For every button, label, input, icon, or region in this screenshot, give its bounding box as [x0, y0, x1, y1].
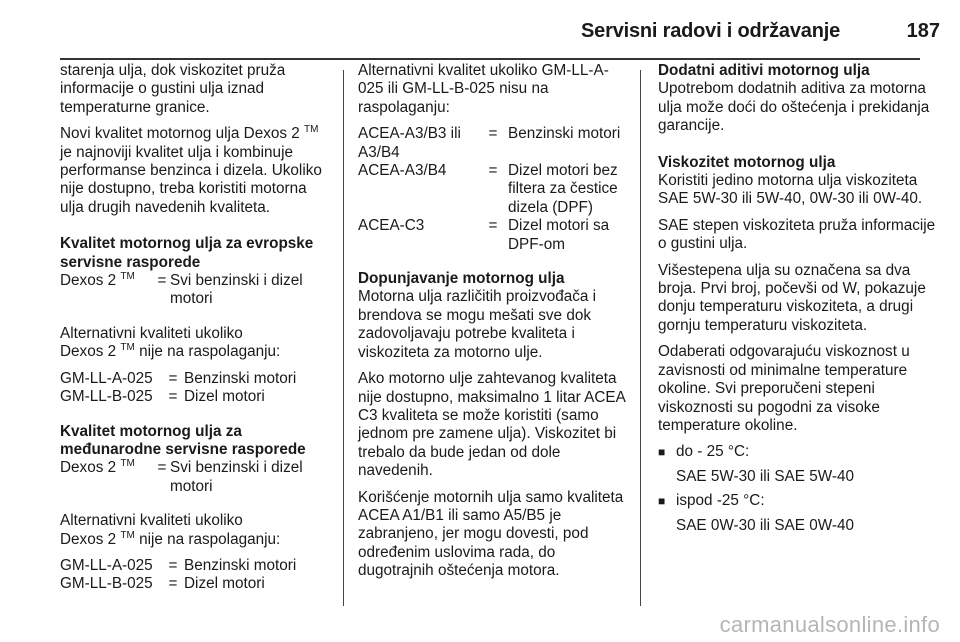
- eu-heading: Kvalitet motornog ulja za evropske servisne rasporede: [60, 235, 314, 271]
- topup-heading: Dopunjavanje motornog ulja: [358, 270, 565, 288]
- topup-text-2: Ako motorno ulje zahtevanog kvaliteta nije dostupno, maksimalno 1 litar ACEA C3 kvaliteta se može koristiti (samo jednom pre zamene ulja). Viskozitet bi trebalo da bude jedan od dole navedenih.: [358, 370, 625, 480]
- alt-spec-table-1: [60, 370, 330, 407]
- column-2: [358, 62, 630, 589]
- new-quality-text: Novi kvalitet motornog ulja Dexos 2 ™ je najnoviji kvalitet ulja i kombinuje performanse benzinca i dizela. Ukoliko nije dostupno, treba koristiti motorna ulja drugih navedenih kvaliteta.: [60, 124, 322, 216]
- table-row: GM-LL-A-025 = Benzinski motori: [60, 369, 297, 387]
- table-row: GM-LL-B-025 = Dizel motori: [60, 575, 265, 593]
- bullet-square-icon: ■: [658, 445, 666, 460]
- multigrade-text: Višestepena ulja su označena sa dva broja. Prvi broj, počevši od W, pokazuje donju temperaturu viskoziteta, a drugi gornju temperaturu viskoziteta.: [658, 261, 926, 334]
- alternative-qualities-2: Alternativni kvaliteti ukoliko Dexos 2 ™ nije na raspolaganju:: [60, 512, 281, 548]
- select-viscosity-text: Odaberati odgovarajuću viskoznost u zavisnosti od minimalne temperature okoline. Svi preporučeni stepeni viskoznosti su pogodni za visoke temperature okoline.: [658, 343, 910, 434]
- topup-text-3: Korišćenje motornih ulja samo kvaliteta ACEA A1/B1 ili samo A5/B5 je zabranjeno, jer mogu dovesti, pod određenim uslovima rada, do dugotrajnih oštećenja motora.: [358, 488, 624, 580]
- intl-heading: Kvalitet motornog ulja za međunarodne servisne rasporede: [60, 422, 306, 458]
- alternative-qualities-1: Alternativni kvaliteti ukoliko Dexos 2 ™ nije na raspolaganju:: [60, 324, 281, 361]
- viscosity-text: Koristiti jedino motorna ulja viskoziteta SAE 5W-30 ili 5W-40, 0W-30 ili 0W-40.: [658, 172, 923, 208]
- sae-text: SAE stepen viskoziteta pruža informacije o gustini ulja.: [658, 216, 936, 253]
- topup-text: Motorna ulja različitih proizvođača i brendova se mogu mešati sve dok zadovoljavaju potrebe kvaliteta i viskoziteta za motorno ulje.: [358, 288, 597, 361]
- list-item: ■ ispod -25 °C: SAE 0W-30 ili SAE 0W-40: [658, 492, 854, 534]
- acea-spec-table: [358, 125, 630, 254]
- table-row: GM-LL-B-025 = Dizel motori: [60, 388, 265, 406]
- header-divider: [60, 58, 920, 60]
- table-row: ACEA-A3/B3 ili A3/B4 = Benzinski motori: [358, 125, 621, 161]
- additives-text: Upotrebom dodatnih aditiva za motorna ulja može doći do oštećenja i prekidanja garancije.: [658, 80, 930, 135]
- trademark-symbol: TM: [120, 342, 135, 354]
- column-divider: [640, 70, 641, 606]
- table-row: ACEA-C3 = Dizel motori sa DPF-om: [358, 217, 610, 253]
- watermark: carmanualsonline.info: [719, 612, 940, 637]
- alt-intro-text: Alternativni kvalitet ukoliko GM-LL-A-025 ili GM-LL-B-025 nisu na raspolaganju:: [358, 62, 609, 116]
- column-divider: [343, 70, 344, 606]
- table-row: ACEA-A3/B4 = Dizel motori bez filtera za čestice dizela (DPF): [358, 162, 618, 216]
- trademark-symbol: TM: [120, 271, 135, 283]
- bullet-square-icon: ■: [658, 494, 666, 509]
- column-3: [658, 62, 938, 535]
- viscosity-heading: Viskozitet motornog ulja: [658, 153, 836, 171]
- alt-spec-table-2: [60, 557, 330, 594]
- header-title: Servisni radovi i održavanje: [581, 20, 840, 42]
- page-number: 187: [906, 20, 940, 42]
- column-1: [60, 62, 330, 594]
- trademark-symbol: TM: [304, 124, 319, 136]
- list-item: ■ do - 25 °C: SAE 5W-30 ili SAE 5W-40: [658, 443, 854, 485]
- intl-spec-row: Dexos 2 ™ = Svi benzinski i dizel motori: [60, 458, 303, 495]
- trademark-symbol: TM: [120, 529, 135, 541]
- intro-text: starenja ulja, dok viskozitet pruža informacije o gustini ulja iznad temperaturne granice.: [60, 62, 286, 116]
- eu-spec-row: Dexos 2 ™ = Svi benzinski i dizel motori: [60, 271, 303, 308]
- trademark-symbol: TM: [120, 458, 135, 470]
- additives-heading: Dodatni aditivi motornog ulja: [658, 62, 870, 79]
- table-row: GM-LL-A-025 = Benzinski motori: [60, 556, 297, 574]
